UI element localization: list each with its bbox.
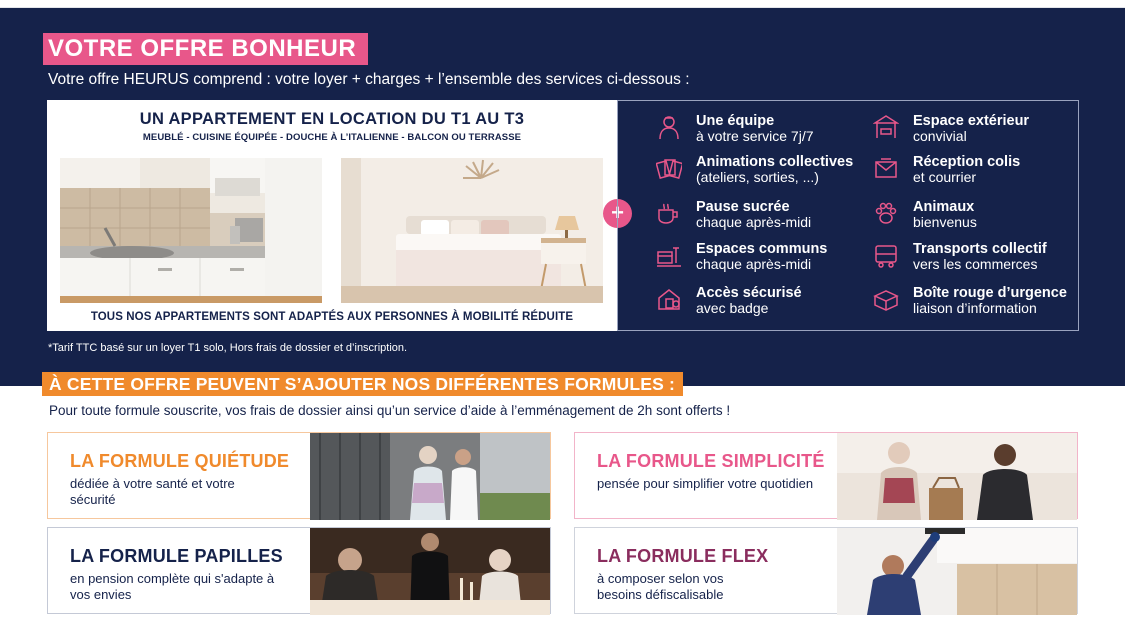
- formula-description: en pension complète qui s'adapte à vos envies: [70, 571, 275, 602]
- service-subtitle: avec badge: [696, 300, 769, 316]
- services-box: [617, 100, 1079, 331]
- formula-photo: [837, 433, 1077, 520]
- formula-description: dédiée à votre santé et votre sécurité: [70, 476, 235, 507]
- service-title: Pause sucrée: [696, 199, 790, 215]
- service-subtitle: chaque après-midi: [696, 214, 812, 230]
- service-subtitle: à votre service 7j/7: [696, 128, 814, 144]
- formula-card-papilles[interactable]: [47, 527, 551, 614]
- formula-photo: [310, 433, 550, 520]
- service-subtitle: convivial: [913, 128, 967, 144]
- bedroom-photo: [341, 158, 603, 303]
- formula-photo: [310, 528, 550, 615]
- offer-intro: Votre offre HEURUS comprend : votre loyer + charges + l’ensemble des services ci-dessous :: [48, 71, 690, 88]
- service-subtitle: (ateliers, sorties, ...): [696, 169, 819, 185]
- service-title: Boîte rouge d’urgence: [913, 285, 1067, 301]
- formula-description: à composer selon vos besoins défiscalisable: [597, 571, 724, 602]
- service-item: [873, 113, 1073, 147]
- mail-icon: [873, 155, 899, 181]
- pricing-note: *Tarif TTC basé sur un loyer T1 solo, Hors frais de dossier et d’inscription.: [48, 342, 408, 354]
- apartment-box: [47, 100, 617, 331]
- box-icon: [873, 286, 899, 312]
- service-title: Accès sécurisé: [696, 285, 802, 301]
- cards-icon: [656, 155, 682, 181]
- badge-icon: [656, 286, 682, 312]
- formula-card-flex[interactable]: [574, 527, 1078, 614]
- bus-icon: [873, 242, 899, 268]
- service-title: Transports collectif: [913, 241, 1047, 257]
- formula-card-quietude[interactable]: [47, 432, 551, 519]
- service-subtitle: liaison d’information: [913, 300, 1037, 316]
- service-item: [873, 199, 1073, 233]
- service-item: [656, 154, 866, 188]
- service-title: Animaux: [913, 199, 975, 215]
- formula-photo: [837, 528, 1077, 615]
- service-title: Réception colis: [913, 154, 1021, 170]
- service-item: [656, 113, 856, 147]
- staff-icon: [656, 114, 682, 140]
- service-subtitle: chaque après-midi: [696, 256, 812, 272]
- service-item: [873, 285, 1078, 319]
- service-title: Une équipe: [696, 113, 775, 129]
- gazebo-icon: [873, 114, 899, 140]
- service-title: Animations collectives: [696, 154, 854, 170]
- formulas-title: À CETTE OFFRE PEUVENT S’AJOUTER NOS DIFFÉRENTES FORMULES :: [42, 372, 683, 396]
- formulas-offer: Pour toute formule souscrite, vos frais de dossier ainsi qu’un service d’aide à l’emménagement de 2h sont offerts !: [49, 403, 731, 418]
- service-subtitle: vers les commerces: [913, 256, 1038, 272]
- service-item: [656, 199, 856, 233]
- offer-title: VOTRE OFFRE BONHEUR: [43, 33, 368, 65]
- lounge-icon: [656, 242, 682, 268]
- top-strip: [0, 0, 1125, 8]
- apartment-title: UN APPARTEMENT EN LOCATION DU T1 AU T3: [139, 110, 525, 128]
- formula-name: LA FORMULE PAPILLES: [70, 546, 283, 566]
- service-item: [873, 154, 1073, 188]
- plus-icon: +: [603, 199, 632, 228]
- formula-description: pensée pour simplifier votre quotidien: [597, 476, 814, 491]
- kitchen-photo: [60, 158, 322, 303]
- service-subtitle: bienvenus: [913, 214, 977, 230]
- service-item: [873, 241, 1073, 275]
- formula-name: LA FORMULE FLEX: [597, 546, 769, 566]
- formula-name: LA FORMULE SIMPLICITÉ: [597, 451, 825, 471]
- formula-name: LA FORMULE QUIÉTUDE: [70, 451, 290, 471]
- service-title: Espaces communs: [696, 241, 828, 257]
- apartment-footer: TOUS NOS APPARTEMENTS SONT ADAPTÉS AUX PERSONNES À MOBILITÉ RÉDUITE: [90, 311, 574, 323]
- formula-card-simplicite[interactable]: [574, 432, 1078, 519]
- service-item: [656, 241, 856, 275]
- service-title: Espace extérieur: [913, 113, 1030, 129]
- service-item: [656, 285, 856, 319]
- coffee-icon: [656, 200, 682, 226]
- apartment-subtitle: MEUBLÉ - CUISINE ÉQUIPÉE - DOUCHE À L’ITALIENNE - BALCON OU TERRASSE: [142, 132, 522, 143]
- service-subtitle: et courrier: [913, 169, 977, 185]
- paw-icon: [873, 200, 899, 226]
